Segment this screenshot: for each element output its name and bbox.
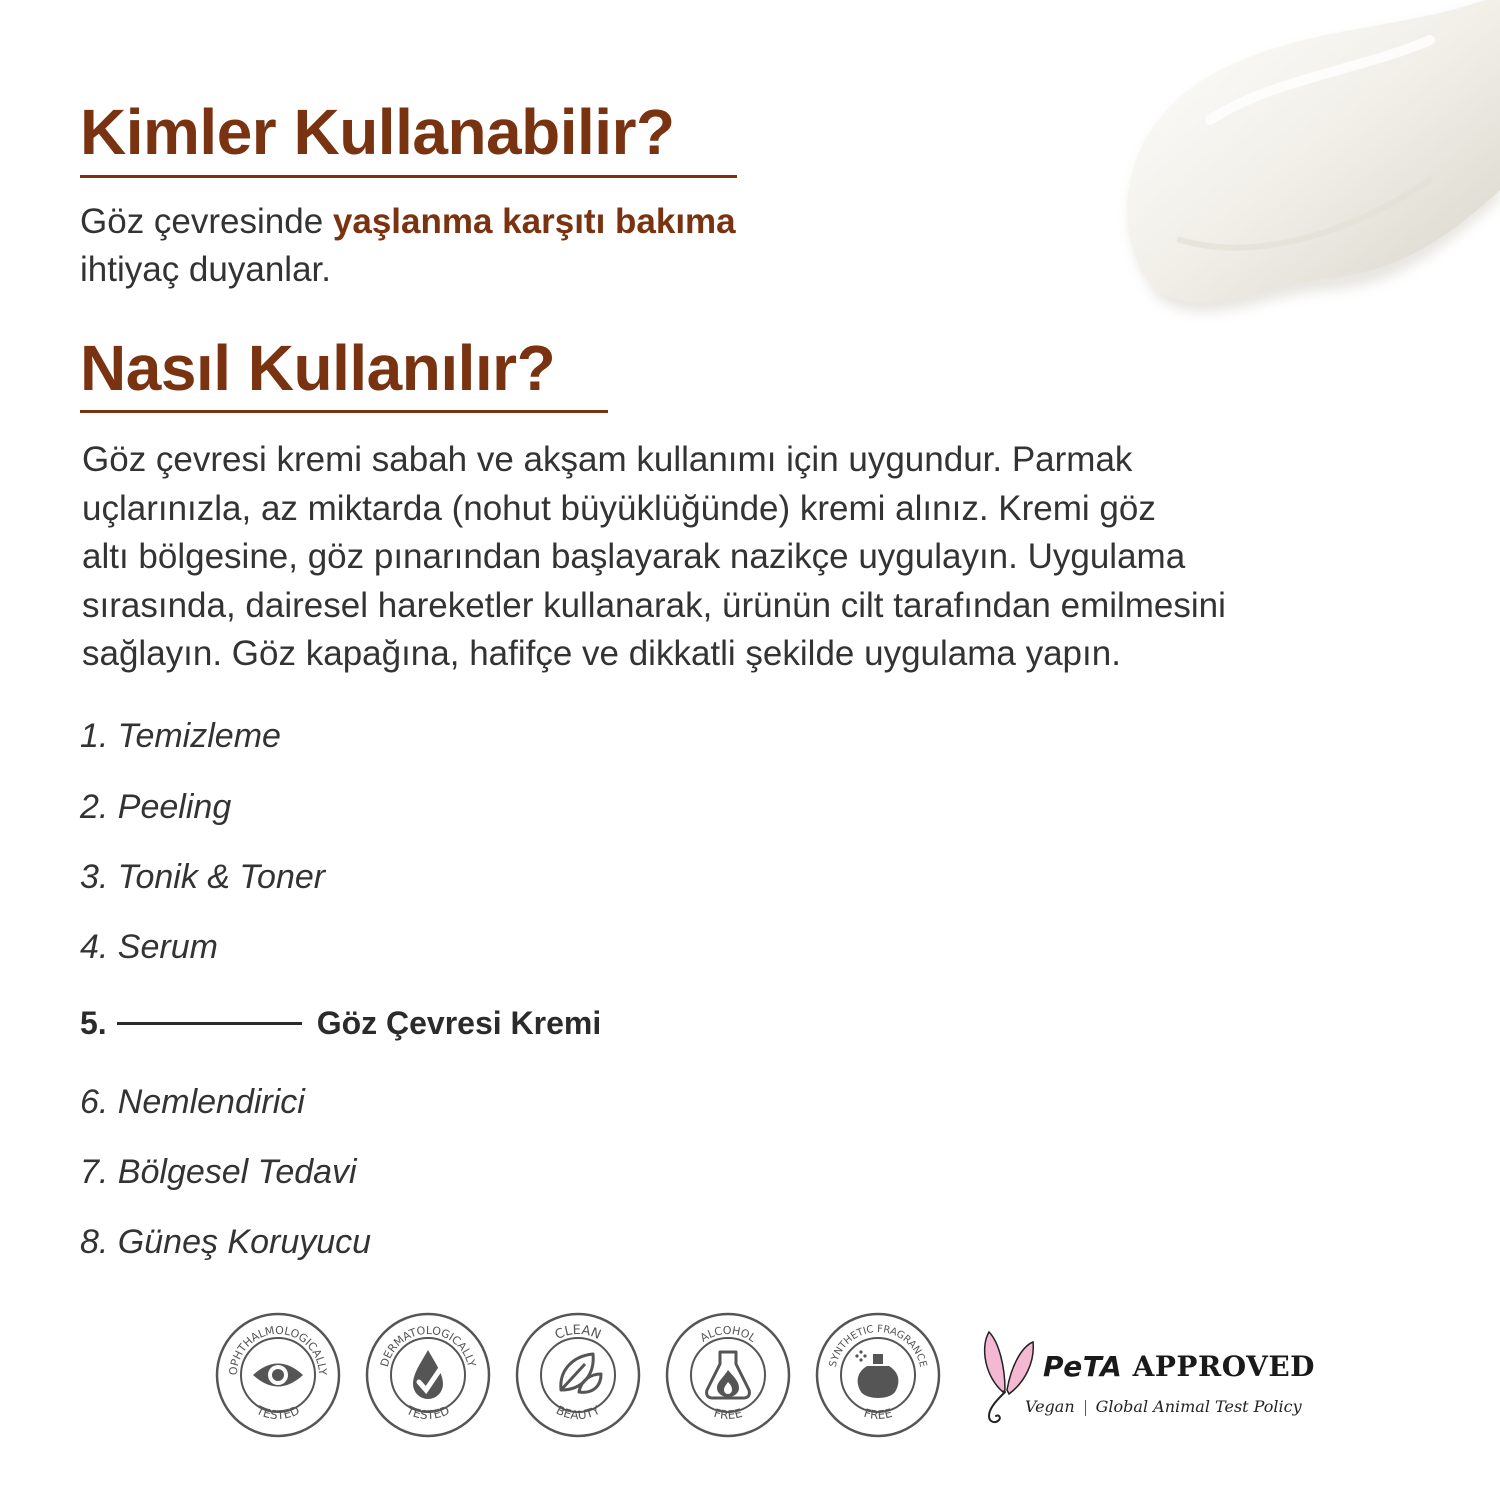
- badge-bottom-text: FREE: [862, 1405, 894, 1423]
- svg-text:CLEAN: [553, 1323, 603, 1343]
- flask-flame-icon: [707, 1352, 750, 1398]
- dermatologically-tested-badge: [365, 1312, 491, 1438]
- svg-text:ALCOHOL: [698, 1324, 759, 1345]
- leaf-icon: [561, 1354, 601, 1392]
- badge-top-text: CLEAN: [552, 1322, 604, 1343]
- eye-icon: [253, 1364, 303, 1387]
- peta-approved-logo: [975, 1322, 1315, 1432]
- list-item-active: [80, 1005, 601, 1042]
- title-underline: [80, 175, 737, 178]
- list-item: 8. Güneş Koruyucu: [80, 1223, 372, 1261]
- peta-title: [1043, 1350, 1315, 1383]
- peta-wordmark: PeTA: [1043, 1350, 1123, 1383]
- badge-bottom-text: BEAUTY: [553, 1402, 603, 1423]
- title-underline: [80, 410, 608, 413]
- peta-subtitle: [1025, 1397, 1302, 1416]
- usage-paragraph: Göz çevresi kremi sabah ve akşam kullanımı için uygundur. Parmak uçlarınızla, az miktarda (nohut büyüklüğünde) kremi alınız. Kremi göz altı bölgesine, göz pınarından başlayarak nazikçe uygulayın. Uygulama sırasında, dairesel hareketler kullanarak, ürünün cilt tarafından emilmesini sağlayın. Göz kapağına, hafifçe ve dikkatli şekilde uygulama yapın.: [82, 440, 1226, 673]
- list-item: 1. Temizleme: [80, 717, 281, 755]
- clean-beauty-badge: [515, 1312, 641, 1438]
- divider: [1085, 1400, 1086, 1416]
- ophthalmologically-tested-badge: [215, 1312, 341, 1438]
- list-item: 7. Bölgesel Tedavi: [80, 1153, 357, 1191]
- alcohol-free-badge: [665, 1312, 791, 1438]
- perfume-icon: [855, 1350, 898, 1398]
- list-item: 2. Peeling: [80, 788, 232, 826]
- svg-text:FREE: [712, 1406, 743, 1422]
- badge-top-text: ALCOHOL: [697, 1323, 759, 1345]
- svg-text:TESTED: [253, 1403, 301, 1422]
- cream-swatch-image: [1100, 0, 1500, 330]
- badge-top-text: DERMATOLOGICALLY: [377, 1323, 479, 1369]
- active-step-label: Göz Çevresi Kremi: [316, 1005, 602, 1041]
- section-title-who: Kimler Kullanabilir?: [80, 96, 675, 168]
- who-description: [80, 198, 736, 294]
- step-pointer-line: [117, 1022, 302, 1025]
- peta-policy-text: Global Animal Test Policy: [1095, 1397, 1302, 1416]
- badge-bottom-text: TESTED: [404, 1403, 452, 1423]
- svg-text:TESTED: [403, 1403, 451, 1422]
- badge-top-text: OPHTHALMOLOGICALLY: [226, 1323, 330, 1376]
- list-item: 6. Nemlendirici: [80, 1083, 305, 1121]
- list-item: 3. Tonik & Toner: [80, 858, 326, 896]
- svg-text:BEAUTY: [554, 1403, 603, 1423]
- peta-approved-text: APPROVED: [1132, 1350, 1315, 1383]
- section-title-how: Nasıl Kullanılır?: [80, 332, 556, 404]
- drop-check-icon: [413, 1350, 443, 1399]
- badge-bottom-text: TESTED: [254, 1403, 302, 1423]
- svg-text:FREE: [862, 1406, 893, 1422]
- peta-vegan-text: Vegan: [1025, 1397, 1075, 1416]
- who-text-start: Göz çevresinde: [80, 202, 333, 241]
- synthetic-fragrance-free-badge: [815, 1312, 941, 1438]
- who-highlight: yaşlanma karşıtı bakıma: [332, 202, 736, 241]
- who-text-end: ihtiyaç duyanlar.: [80, 250, 331, 289]
- active-step-number: 5.: [80, 1005, 107, 1041]
- badge-bottom-text: FREE: [712, 1405, 744, 1423]
- badge-top-text: SYNTHETIC FRAGRANCE: [827, 1323, 929, 1369]
- list-item: 4. Serum: [80, 928, 218, 966]
